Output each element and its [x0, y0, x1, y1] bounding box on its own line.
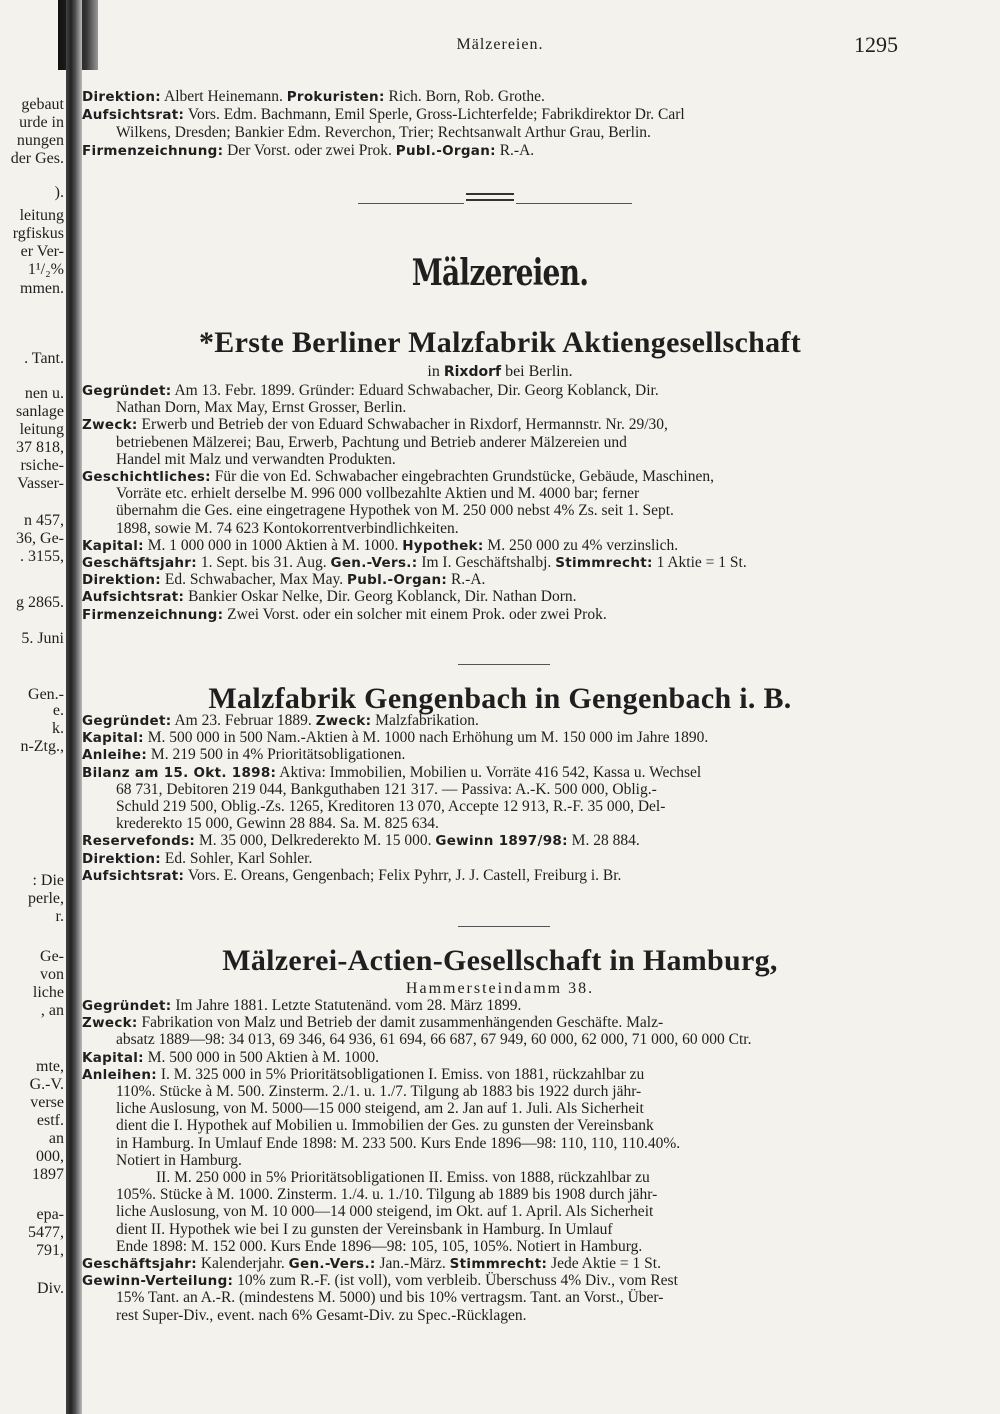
field-text: Nathan Dorn, Max May, Ernst Grosser, Berlin.	[116, 399, 407, 417]
field-label: Publ.-Organ:	[395, 143, 496, 159]
text-line	[82, 416, 668, 434]
field-label: Zweck:	[82, 417, 138, 434]
field-text: II. M. 250 000 in 5% Prioritätsobligationen II. Emiss. von 1888, rückzahlbar zu	[156, 1169, 650, 1186]
margin-fragment: 37 818,	[16, 439, 64, 456]
field-text: M. 28 884.	[567, 832, 640, 850]
field-text: M. 500 000 in 500 Nam.-Aktien à M. 1000 nach Erhöhung um M. 150 000 im Jahre 1890.	[143, 729, 709, 747]
divider-line-left	[358, 203, 464, 204]
field-text: Vorräte etc. erhielt derselbe M. 996 000 vollbezahlte Aktien und M. 4000 bar; ferner	[116, 485, 640, 503]
text-line	[116, 1135, 680, 1152]
margin-fragment: . 3155,	[20, 548, 64, 565]
text-line	[116, 399, 406, 416]
text-line	[82, 106, 685, 124]
margin-fragment: epa-	[36, 1206, 64, 1223]
margin-fragment: estf.	[36, 1112, 64, 1129]
field-text: Im I. Geschäftshalbj.	[417, 554, 556, 571]
text-line	[116, 434, 627, 451]
field-text: Jede Aktie = 1 St.	[547, 1255, 661, 1272]
field-text: Erwerb und Betrieb der von Eduard Schwabacher in Rixdorf, Hermannstr. Nr. 29/30,	[137, 416, 668, 434]
text-line	[116, 1100, 644, 1117]
field-text: Ende 1898: M. 152 000. Kurs Ende 1896—98: 105, 105, 105%. Notiert in Hamburg.	[116, 1237, 643, 1255]
text-line	[156, 1169, 650, 1186]
margin-fragment: leitung	[19, 421, 64, 438]
field-text: M. 1 000 000 in 1000 Aktien à M. 1000.	[143, 536, 403, 554]
field-text: M. 500 000 in 500 Aktien à M. 1000.	[143, 1048, 379, 1066]
text-line	[116, 502, 674, 519]
margin-fragment: an	[48, 1130, 64, 1147]
field-text: R.-A.	[447, 571, 486, 589]
section-divider-ornament	[466, 190, 514, 204]
field-text: Fabrikation von Malz und Betrieb der damit zusammenhängenden Geschäfte. Malz-	[137, 1014, 664, 1032]
field-text: dient die I. Hypothek auf Mobilien u. Immobilien der Ges. zu gunsten der Vereinsbank	[116, 1117, 654, 1135]
field-text: Kalenderjahr.	[196, 1255, 289, 1272]
field-label: Gen.-Vers.:	[330, 555, 418, 571]
margin-fragment: Vasser-	[17, 475, 64, 492]
margin-fragment: der Ges.	[10, 150, 64, 167]
field-label: Aufsichtsrat:	[82, 107, 185, 123]
field-label: Aufsichtsrat:	[82, 589, 185, 606]
text-line	[116, 781, 657, 798]
text-line	[82, 746, 405, 764]
margin-fragment: urde in	[19, 114, 64, 131]
previous-page-fragment	[0, 0, 66, 1414]
field-label: Zweck:	[82, 1015, 138, 1032]
field-text: krederekto 15 000, Gewinn 28 884. Sa. M. 825 634.	[116, 815, 439, 833]
text-line	[82, 571, 485, 589]
margin-fragment: : Die	[32, 872, 64, 889]
margin-fragment: . Tant.	[24, 350, 64, 367]
field-label: Gen.-Vers.:	[288, 1256, 376, 1272]
field-text: 1. Sept. bis 31. Aug.	[196, 554, 331, 571]
field-label: Direktion:	[82, 89, 161, 105]
text-line	[82, 850, 312, 868]
company-title-1: *Erste Berliner Malzfabrik Aktiengesellschaft	[198, 326, 801, 359]
field-text: Ed. Schwabacher, Max May.	[161, 571, 348, 589]
field-label: Geschichtliches:	[82, 469, 211, 485]
text-line	[116, 520, 459, 537]
text-line	[82, 142, 534, 160]
margin-fragment: nen u.	[24, 385, 64, 402]
field-text: Vors. E. Oreans, Gengenbach; Felix Pyhrr, J. J. Castell, Freiburg i. Br.	[184, 866, 622, 884]
field-label: Geschäftsjahr:	[82, 555, 197, 571]
text-line	[82, 606, 607, 624]
text-line	[116, 798, 665, 815]
field-text: Vors. Edm. Bachmann, Emil Sperle, Gross-Lichterfelde; Fabrikdirektor Dr. Carl	[184, 106, 685, 123]
margin-fragment: sanlage	[16, 403, 64, 420]
field-text: dient II. Hypothek wie bei I zu gunsten der Vereinsbank in Hamburg. In Umlauf	[116, 1220, 613, 1238]
field-text: 68 731, Debitoren 219 044, Bankguthaben 121 317. — Passiva: A.-K. 500 000, Oblig.-	[116, 780, 657, 798]
field-label: Gegründet:	[82, 383, 172, 399]
divider-line-right	[516, 203, 632, 204]
margin-fragment: 1¹/₂%	[27, 261, 64, 278]
margin-fragment: Div.	[37, 1280, 64, 1297]
margin-fragment: rsiche-	[20, 457, 64, 474]
field-text: Jan.-März.	[375, 1255, 450, 1272]
field-text: in Hamburg. In Umlauf Ende 1898: M. 233 500. Kurs Ende 1896—98: 110, 110, 110.40%.	[116, 1134, 681, 1152]
margin-fragment: 5. Juni	[21, 630, 64, 647]
text-line	[82, 997, 521, 1015]
field-text: Schuld 219 500, Oblig.-Zs. 1265, Kreditoren 13 070, Accepte 12 913, R.-F. 35 000, Del-	[116, 798, 666, 815]
field-text: Für die von Ed. Schwabacher eingebrachten Grundstücke, Gebäude, Maschinen,	[210, 468, 714, 485]
field-text: Wilkens, Dresden; Bankier Edm. Reverchon, Trier; Rechtsanwalt Arthur Grau, Berlin.	[116, 124, 651, 141]
text-line	[82, 729, 708, 747]
field-text: 105%. Stücke à M. 1000. Zinsterm. 1./4. u. 1./10. Tilgung ab 1889 bis 1908 durch jähr-	[116, 1186, 658, 1204]
field-text: M. 219 500 in 4% Prioritätsobligationen.	[147, 746, 406, 764]
field-label: Stimmrecht:	[449, 1256, 548, 1272]
margin-fragment: perle,	[28, 890, 64, 907]
margin-fragment: n-Ztg.,	[20, 738, 64, 755]
text-line	[116, 1221, 613, 1238]
text-line	[116, 815, 439, 832]
field-text: M. 35 000, Delkrederekto M. 15 000.	[195, 832, 436, 850]
binding-gutter	[66, 0, 82, 1414]
text-line	[116, 1203, 653, 1220]
margin-fragment: verse	[30, 1094, 64, 1111]
margin-fragment: ).	[54, 184, 64, 201]
margin-fragment: Ge-	[40, 948, 64, 965]
text-line	[82, 832, 640, 850]
margin-fragment: G.-V.	[29, 1076, 64, 1093]
text-line	[82, 1049, 379, 1067]
margin-fragment: liche	[32, 984, 64, 1001]
text-line	[82, 1255, 661, 1273]
field-text: 1898, sowie M. 74 623 Kontokorrentverbindlichkeiten.	[116, 519, 459, 537]
field-text: 10% zum R.-F. (ist voll), vom verbleib. Überschuss 4% Div., vom Rest	[233, 1272, 678, 1290]
margin-fragment: nungen	[16, 132, 64, 149]
text-line	[116, 1289, 663, 1306]
text-line	[116, 1152, 242, 1169]
field-label: Stimmrecht:	[555, 555, 653, 571]
field-label: Firmenzeichnung:	[82, 606, 224, 623]
margin-fragment: , an	[40, 1002, 64, 1019]
field-text: Malzfabrikation.	[371, 712, 479, 729]
margin-fragment: gebaut	[21, 96, 64, 113]
text-line	[82, 382, 659, 400]
text-line	[116, 1307, 526, 1324]
field-label: Anleihen:	[82, 1066, 157, 1083]
margin-fragment: g 2865.	[16, 594, 64, 611]
text-line	[116, 485, 639, 502]
field-label: Publ.-Organ:	[347, 572, 448, 589]
field-text: rest Super-Div., event. nach 6% Gesamt-Div. zu Spec.-Rücklagen.	[116, 1306, 527, 1324]
field-text: betriebenen Mälzerei; Bau, Erwerb, Pachtung und Betrieb anderer Mälzereien und	[116, 433, 627, 451]
margin-fragment: mte,	[36, 1058, 64, 1075]
field-text: Der Vorst. oder zwei Prok.	[223, 142, 396, 159]
margin-fragment: er Ver-	[20, 243, 64, 260]
text-line	[82, 1066, 644, 1084]
field-label: Bilanz am 15. Okt. 1898:	[82, 764, 277, 781]
company-address-3: Hammersteindamm 38.	[405, 980, 595, 997]
field-label: Kapital:	[82, 537, 144, 554]
field-text: Zwei Vorst. oder ein solcher mit einem Prok. oder zwei Prok.	[223, 605, 607, 623]
field-text: Albert Heinemann.	[161, 88, 287, 105]
field-label: Zweck:	[315, 713, 372, 729]
margin-fragment: e.	[52, 702, 64, 719]
field-label: Kapital:	[82, 1049, 144, 1066]
field-label: Kapital:	[82, 730, 144, 747]
field-text: Aktiva: Immobilien, Mobilien u. Vorräte 416 542, Kassa u. Wechsel	[276, 763, 702, 781]
field-text: M. 250 000 zu 4% verzinslich.	[483, 536, 679, 554]
margin-fragment: mmen.	[20, 280, 64, 297]
field-label: Geschäftsjahr:	[82, 1256, 197, 1272]
text-line	[82, 764, 701, 782]
field-label: Gewinn-Verteilung:	[82, 1273, 234, 1290]
section-title: Mälzereien.	[411, 252, 589, 294]
margin-fragment: 000,	[36, 1148, 64, 1165]
text-line	[116, 1031, 752, 1048]
text-line	[82, 537, 678, 555]
text-line	[82, 554, 747, 572]
field-label: Hypothek:	[402, 537, 484, 554]
margin-fragment: 36, Ge-	[16, 530, 64, 547]
field-text: R.-A.	[495, 142, 535, 159]
text-line	[82, 712, 479, 730]
margin-fragment: Gen.-	[28, 686, 64, 703]
margin-fragment: 791,	[36, 1242, 64, 1259]
field-label: Direktion:	[82, 850, 161, 867]
margin-fragment: r.	[55, 908, 64, 925]
field-text: übernahm die Ges. eine eingetragene Hypothek von M. 250 000 nebst 4% Zs. seit 1. Sept.	[116, 502, 674, 520]
margin-fragment: 5477,	[28, 1224, 64, 1241]
field-text: Rich. Born, Rob. Grothe.	[384, 88, 545, 105]
text-line	[82, 1272, 678, 1290]
margin-fragment: n 457,	[24, 512, 64, 529]
field-label: Anleihe:	[82, 747, 148, 764]
text-line	[82, 1014, 663, 1032]
field-text: 110%. Stücke à M. 500. Zinsterm. 2./1. u. 1./7. Tilgung ab 1883 bis 1922 durch jähr-	[116, 1083, 642, 1100]
text-line	[116, 1117, 654, 1134]
company-location-1: in Rixdorf bei Berlin.	[427, 363, 573, 380]
running-title: Mälzereien.	[456, 36, 544, 53]
field-label: Aufsichtsrat:	[82, 867, 185, 884]
field-text: Ed. Sohler, Karl Sohler.	[161, 849, 313, 867]
field-label: Gegründet:	[82, 713, 172, 729]
text-line	[116, 451, 396, 468]
field-text: Im Jahre 1881. Letzte Statutenänd. vom 28. März 1899.	[171, 997, 522, 1014]
field-text: absatz 1889—98: 34 013, 69 346, 64 936, 61 694, 66 687, 67 949, 60 000, 62 000, 71 000, 60 000 Ctr.	[116, 1031, 752, 1049]
text-line	[116, 124, 651, 141]
company-title-2: Malzfabrik Gengenbach in Gengenbach i. B.	[208, 682, 792, 715]
field-label: Direktion:	[82, 572, 161, 589]
field-text: I. M. 325 000 in 5% Prioritätsobligationen I. Emiss. von 1881, rückzahlbar zu	[156, 1065, 645, 1083]
field-label: Reservefonds:	[82, 833, 196, 850]
page-content	[82, 0, 986, 1414]
field-text: Am 13. Febr. 1899. Gründer: Eduard Schwabacher, Dir. Georg Koblanck, Dir.	[171, 382, 659, 399]
margin-fragment: leitung	[19, 207, 64, 224]
field-text: 15% Tant. an A.-R. (mindestens M. 5000) und bis 10% vertragsm. Tant. an Vorst., Über-	[116, 1289, 664, 1307]
text-line	[82, 468, 714, 486]
field-label: Gewinn 1897/98:	[435, 833, 568, 850]
company-separator-2	[458, 926, 550, 927]
text-line	[82, 867, 621, 885]
text-line	[116, 1186, 657, 1203]
page-number: 1295	[854, 32, 898, 57]
company-separator-1	[458, 664, 550, 665]
field-text: liche Auslosung, von M. 10 000—14 000 steigend, im Okt. auf 1. April. Als Sicherheit	[116, 1203, 654, 1221]
margin-fragment: k.	[52, 720, 64, 737]
field-text: Notiert in Hamburg.	[116, 1151, 242, 1169]
field-text: liche Auslosung, von M. 5000—15 000 steigend, am 2. Jan auf 1. Juli. Als Sicherheit	[116, 1100, 644, 1118]
field-label: Prokuristen:	[286, 89, 385, 105]
margin-fragment: 1897	[32, 1166, 64, 1183]
text-line	[116, 1083, 641, 1100]
text-line	[116, 1238, 642, 1255]
field-text: Handel mit Malz und verwandten Produkten.	[116, 450, 396, 468]
field-text: Bankier Oskar Nelke, Dir. Georg Koblanck, Dir. Nathan Dorn.	[184, 588, 577, 606]
margin-fragment: von	[40, 966, 64, 983]
field-text: Am 23. Februar 1889.	[171, 712, 316, 729]
text-line	[82, 588, 577, 606]
field-text: 1 Aktie = 1 St.	[652, 554, 747, 571]
field-label: Firmenzeichnung:	[82, 143, 224, 159]
company-title-3: Mälzerei-Actien-Gesellschaft in Hamburg,	[222, 944, 778, 977]
text-line	[82, 88, 545, 106]
margin-fragment: rgfiskus	[12, 225, 64, 242]
field-label: Gegründet:	[82, 998, 172, 1014]
